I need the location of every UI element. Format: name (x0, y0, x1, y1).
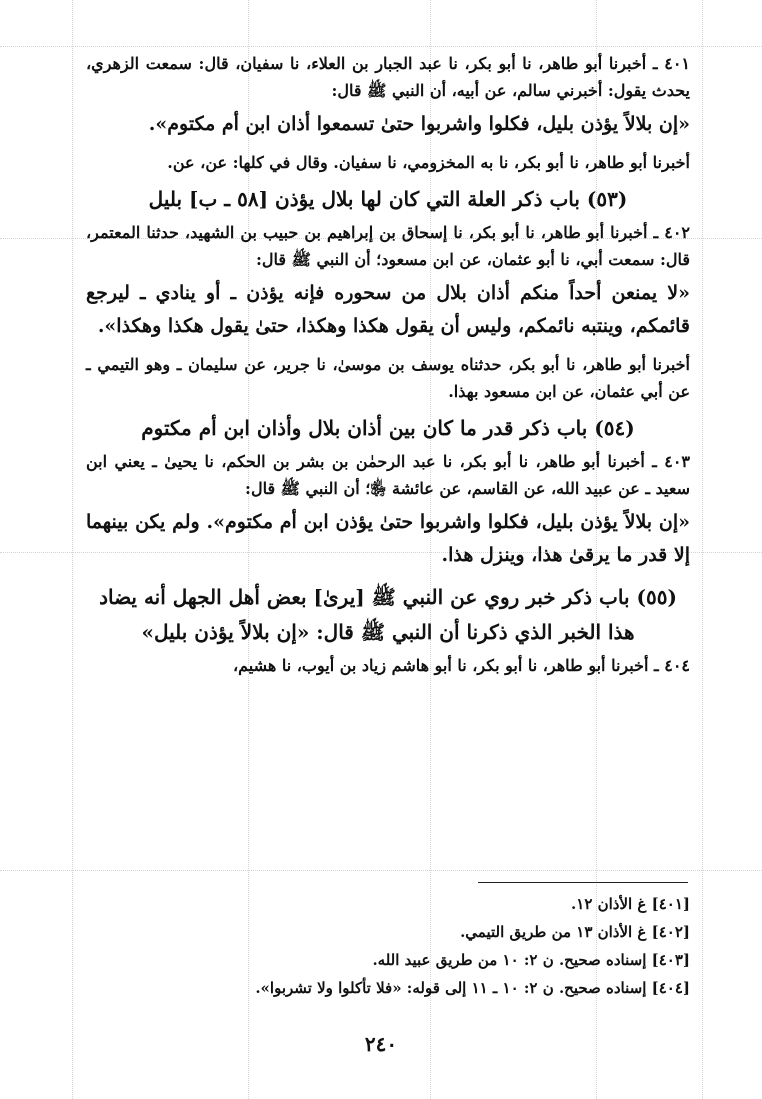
hadith-402-second-isnad: أخبرنا أبو طاهر، نا أبو بكر، حدثناه يوسف بن موسىٰ، نا جرير، عن سليمان ـ وهو التيمي ـ عن أبي عثمان، عن ابن مسعود بهذا. (86, 355, 690, 401)
footnotes (86, 890, 690, 1002)
main-text (86, 50, 690, 683)
chapter-53-heading: (٥٣) باب ذكر العلة التي كان لها بلال يؤذن [٥٨ ـ ب] بليل (148, 187, 628, 211)
hadith-401-second-isnad: أخبرنا أبو طاهر، نا أبو بكر، نا به المخزومي، نا سفيان. وقال في كلها: عن، عن. (167, 153, 690, 172)
hadith-401-isnad: ٤٠١ ـ أخبرنا أبو طاهر، نا أبو بكر، نا عبد الجبار بن العلاء، نا سفيان، قال: سمعت الزهري، يحدث يقول: أخبرني سالم، عن أبيه، أن النبي ﷺ قال: (86, 54, 690, 100)
chapter-54-heading: (٥٤) باب ذكر قدر ما كان بين أذان بلال وأذان ابن أم مكتوم (141, 416, 635, 440)
guide-line (72, 0, 73, 1099)
hadith-403-matn: «إن بلالاً يؤذن بليل، فكلوا واشربوا حتىٰ يؤذن ابن أم مكتوم». ولم يكن بينهما إلا قدر ما يرقىٰ هذا، وينزل هذا. (86, 511, 690, 566)
footnote-divider (478, 882, 688, 883)
hadith-404-isnad: ٤٠٤ ـ أخبرنا أبو طاهر، نا أبو بكر، نا أبو هاشم زياد بن أيوب، نا هشيم، (232, 656, 690, 675)
footnote-403: [٤٠٣] إسناده صحيح. ن ٢: ١٠ من طريق عبيد الله. (372, 951, 690, 969)
hadith-402-matn: «لا يمنعن أحداً منكم أذان بلال من سحوره فإنه يؤذن ـ أو ينادي ـ ليرجع قائمكم، وينتبه نائمكم، وليس أن يقول هكذا وهكذا، حتىٰ يقول هكذا وهكذا». (86, 282, 690, 337)
hadith-402-isnad: ٤٠٢ ـ أخبرنا أبو طاهر، نا أبو بكر، نا إسحاق بن إبراهيم بن حبيب بن الشهيد، حدثنا المعتمر، قال: سمعت أبي، نا أبو عثمان، عن ابن مسعود؛ أن النبي ﷺ قال: (86, 223, 690, 269)
footnote-402: [٤٠٢] غ الأذان ١٣ من طريق التيمي. (460, 923, 690, 941)
footnote-404: [٤٠٤] إسناده صحيح. ن ٢: ١٠ ـ ١١ إلى قوله: «فلا تأكلوا ولا تشربوا». (255, 979, 690, 997)
guide-line (0, 870, 762, 871)
hadith-401-matn: «إن بلالاً يؤذن بليل، فكلوا واشربوا حتىٰ تسمعوا أذان ابن أم مكتوم». (148, 113, 690, 135)
footnote-401: [٤٠١] غ الأذان ١٢. (571, 895, 690, 913)
guide-line (0, 46, 762, 47)
guide-line (702, 0, 703, 1099)
hadith-403-isnad: ٤٠٣ ـ أخبرنا أبو طاهر، نا أبو بكر، نا عبد الرحمٰن بن بشر بن الحكم، نا يحيىٰ ـ يعني ابن سعيد ـ عن عبيد الله، عن القاسم، عن عائشة ﵂؛ أن النبي ﷺ قال: (86, 452, 690, 498)
page-number: ٢٤٠ (364, 1032, 398, 1056)
chapter-55-heading: (٥٥) باب ذكر خبر روي عن النبي ﷺ [يرىٰ] بعض أهل الجهل أنه يضاد هذا الخبر الذي ذكرنا أن النبي ﷺ قال: «إن بلالاً يؤذن بليل» (99, 585, 677, 644)
